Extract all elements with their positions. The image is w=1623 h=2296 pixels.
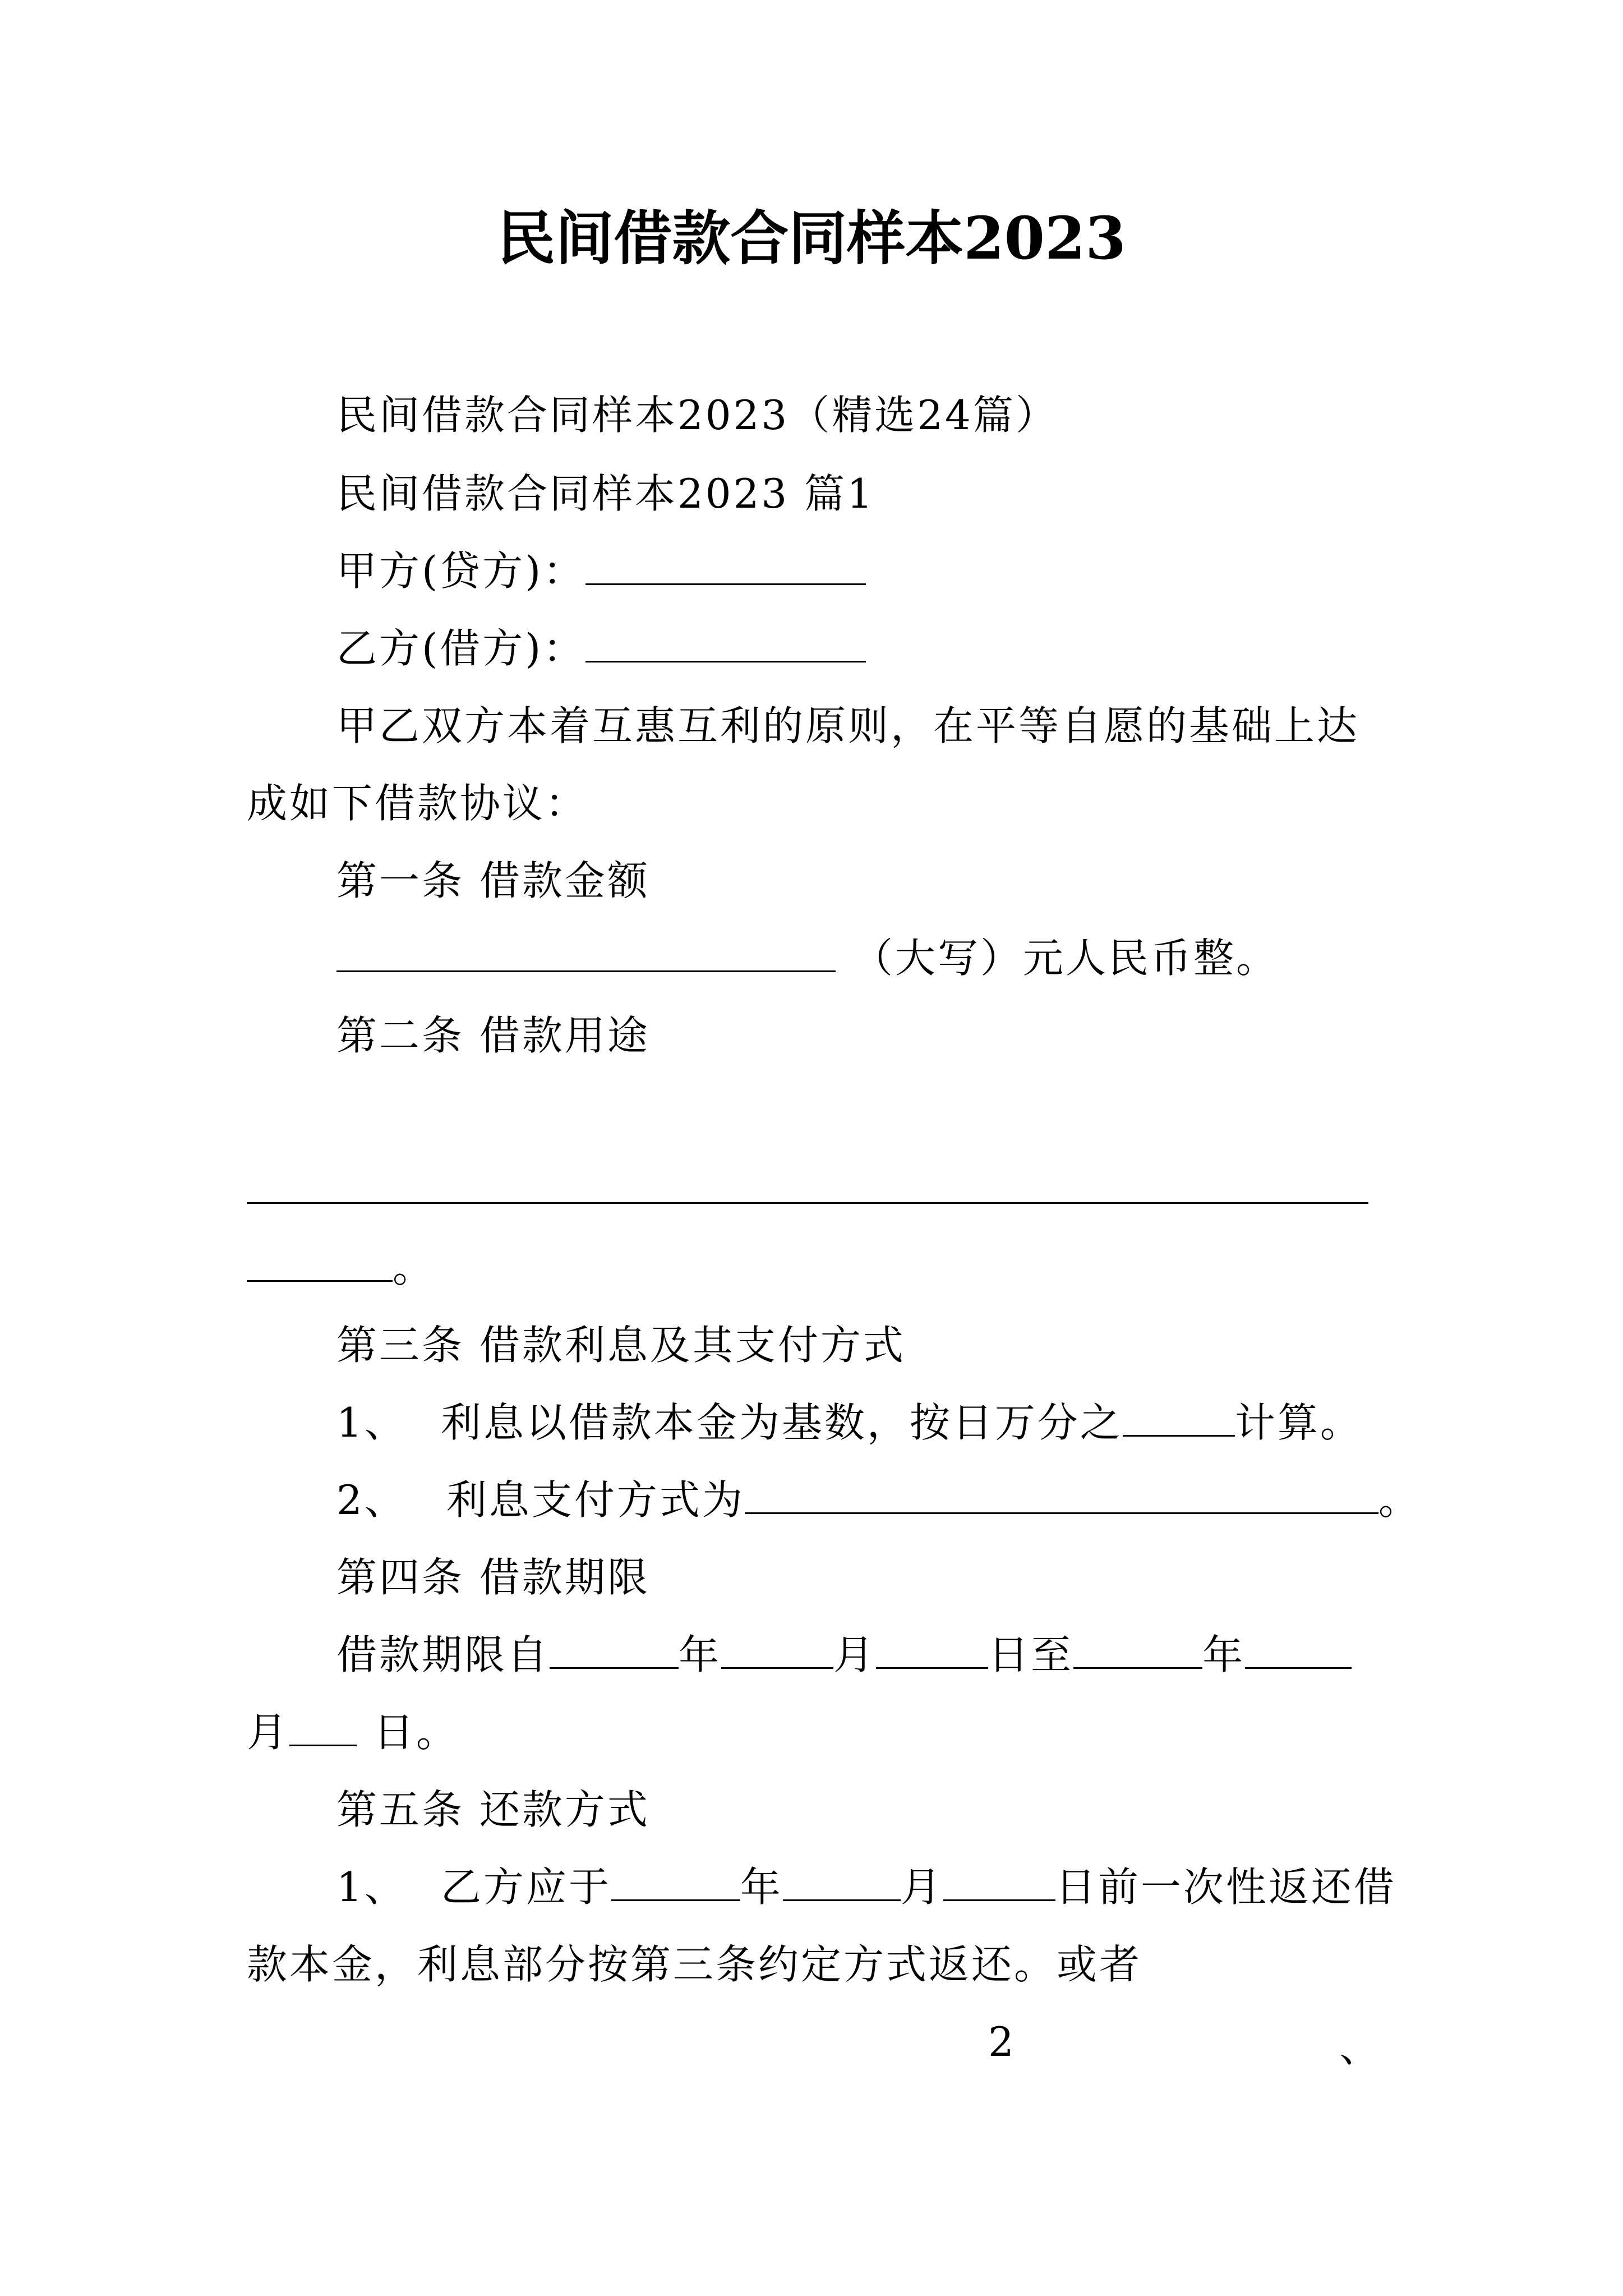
repay-line-2: 款本金，利息部分按第三条约定方式返还。或者 [247, 1941, 1142, 1988]
article-1-title: 第一条 借款金额 [336, 857, 650, 904]
subtitle: 民间借款合同样本2023（精选24篇） [336, 392, 1058, 439]
article-5-title: 第五条 还款方式 [336, 1786, 650, 1833]
term-prefix: 借款期限自 [336, 1631, 550, 1678]
section-heading: 民间借款合同样本2023 篇1 [336, 470, 875, 517]
trailing-mark: 、 [1339, 2024, 1382, 2071]
party-a-label: 甲方(贷方)： [336, 547, 586, 595]
item-1-text-b: 计算。 [1234, 1399, 1363, 1446]
article-3-title: 第三条 借款利息及其支付方式 [336, 1322, 906, 1369]
repay-number: 1、 [336, 1864, 407, 1911]
repay-text-b: 日前一次性返还借 [1055, 1864, 1396, 1911]
document-title: 民间借款合同样本2023 [497, 204, 1126, 273]
purpose-period: 。 [393, 1244, 436, 1291]
trailing-number: 2 [988, 2018, 1016, 2065]
start-day-blank [876, 1628, 988, 1669]
end-day-blank [289, 1705, 357, 1746]
repay-month-label: 月 [900, 1864, 943, 1911]
purpose-end-line [247, 1240, 435, 1296]
end-year-blank [1073, 1628, 1202, 1669]
repay-year-label: 年 [740, 1864, 783, 1911]
item-2-text-b: 。 [1378, 1476, 1421, 1524]
start-month-blank [721, 1628, 833, 1669]
repay-month-blank [783, 1860, 901, 1901]
party-a-line [336, 543, 866, 599]
article-3-item-2 [336, 1472, 1421, 1528]
party-b-line [336, 620, 866, 677]
repay-text-a: 乙方应于 [440, 1864, 611, 1911]
start-month-label: 月 [833, 1631, 877, 1678]
start-year-blank [550, 1628, 679, 1669]
repay-day-blank [943, 1860, 1055, 1901]
amount-text: （大写）元人民币整。 [852, 935, 1279, 982]
item-2-number: 2、 [336, 1476, 407, 1524]
party-a-blank [585, 544, 866, 585]
item-1-number: 1、 [336, 1399, 407, 1446]
intro-line-2: 成如下借款协议： [247, 780, 588, 827]
article-2-title: 第二条 借款用途 [336, 1012, 650, 1059]
amount-blank [336, 931, 836, 972]
repay-year-blank [611, 1860, 740, 1901]
term-line-1 [336, 1627, 1352, 1683]
payment-method-blank [745, 1473, 1378, 1514]
party-b-label: 乙方(借方)： [336, 625, 586, 672]
interest-rate-blank [1123, 1396, 1235, 1437]
term-line-2 [247, 1704, 459, 1760]
item-2-text-a: 利息支付方式为 [446, 1476, 745, 1524]
intro-line-1: 甲乙双方本着互惠互利的原则，在平等自愿的基础上达 [336, 702, 1360, 749]
end-year-label: 年 [1202, 1631, 1246, 1678]
purpose-blank-line [247, 1202, 1368, 1204]
purpose-blank-end [247, 1241, 393, 1282]
start-year-label: 年 [679, 1631, 722, 1678]
article-4-title: 第四条 借款期限 [336, 1554, 650, 1601]
item-1-text-a: 利息以借款本金为基数，按日万分之 [440, 1399, 1123, 1446]
article-3-item-1 [336, 1395, 1363, 1451]
end-month-label: 月 [247, 1709, 290, 1756]
repay-line-1 [336, 1859, 1396, 1915]
party-b-blank [585, 622, 866, 662]
start-day-to-label: 日至 [988, 1631, 1074, 1678]
end-month-blank [1245, 1628, 1352, 1669]
end-day-label: 日。 [374, 1709, 459, 1756]
article-1-amount-line [336, 930, 1279, 986]
